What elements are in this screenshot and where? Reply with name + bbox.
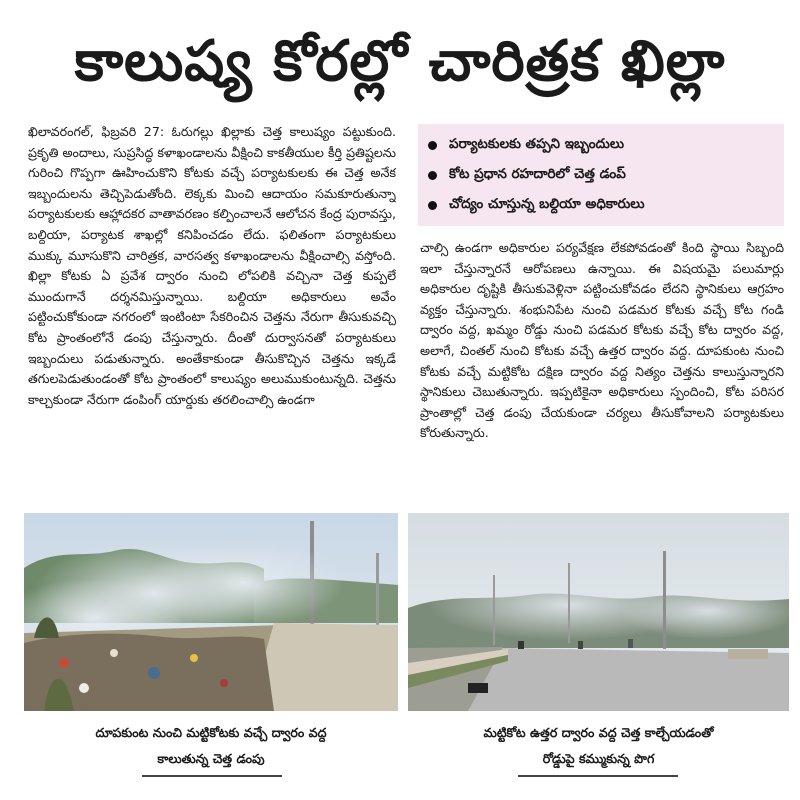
- highlight-item: [428, 190, 774, 220]
- article-text-left: ఖిలావరంగల్, ఫిబ్రవరి 27: ఓరుగల్లు ఖిల్లాకు చెత్త కాలుష్యం పట్టుకుంది. ప్రకృతి అందాలు, సుప్రసిద్ధ కళాఖండాలను వీక్షించి కాకతీయుల కీర్తి ప్రతిష్టలను గురించి గొప్పగా ఊహించుకొని కోటకు వచ్చే పర్యాటకులకు ఈ చెత్త అనేక ఇబ్బందులను తెచ్చిపెడుతోంది. లెక్కకు మించి ఆదాయం సమకూరుతున్నా పర్యాటకులకు ఆహ్లాదకర వాతావరణం కల్పించాలనే ఆలోచన కేంద్ర పురావస్తు, బల్దియా, పర్యాటక శాఖల్లో కనిపించడం లేదు. ఫలితంగా పర్యాటకులు ముక్కు మూసుకొని చారిత్రక, వారసత్వ కళాఖండాలను వీక్షించాల్సి వస్తోంది. ఖిల్లా కోటకు ఏ ప్రవేశ ద్వారం నుంచి లోపలికి వచ్చినా చెత్త కుప్పలే ముందుగానే దర్శనమిస్తున్నాయి. బల్దియా అధికారులు అవేం పట్టించుకోకుండా నగరంలో ఇంటింటా సేకరించిన చెత్తను నేరుగా తీసుకువచ్చి కోట ప్రాంతంలోనే డంపు చేస్తున్నారు. దీంతో దుర్వాసనతో పర్యాటకులు ఇబ్బందులు పడుతున్నారు. అంతేకాకుండా తీసుకొచ్చిన చెత్తను ఇక్కడే తగులపెడుతుండంతో కోట ప్రాంతంలో కాలుష్యం అలుముకుంటున్నది. చెత్తను కాల్చకుండా నేరుగా డంపింగ్ యార్డుకు తరలించాల్సి ఉండగా: [28, 124, 396, 407]
- bullet-icon: [428, 141, 437, 150]
- caption-line: రోడ్డుపై కమ్ముకున్న పొగ: [542, 751, 655, 766]
- photo-caption-right: [408, 720, 789, 772]
- headline: కాలుష్య కోరల్లో చారిత్రక ఖిల్లా: [74, 29, 726, 94]
- article-column-right: [420, 238, 784, 496]
- highlights-box: [418, 124, 784, 226]
- caption-line: దూపకుంట నుంచి మట్టికోటకు వచ్చే ద్వారం వద్ద: [95, 725, 327, 740]
- burning-garbage-photo: [24, 513, 398, 711]
- highlight-text: పర్యాటకులకు తప్పని ఇబ్బందులు: [449, 135, 625, 152]
- article-column-left: [28, 122, 396, 496]
- smoke-over-road-photo: [408, 513, 789, 711]
- bullet-icon: [428, 201, 437, 210]
- caption-underline: [518, 775, 678, 777]
- photo-caption-left: [24, 720, 398, 772]
- smoke-road-illustration: [408, 513, 789, 711]
- highlight-text: చోద్యం చూస్తున్న బల్దియా అధికారులు: [449, 195, 645, 212]
- bullet-icon: [428, 171, 437, 180]
- caption-line: మట్టికోట ఉత్తర ద్వారం వద్ద చెత్త కాల్చేయడంతో: [483, 725, 714, 740]
- highlight-item: [428, 130, 774, 160]
- caption-line: కాలుతున్న చెత్త డంపు: [157, 751, 265, 766]
- caption-underline: [142, 775, 282, 777]
- burning-garbage-illustration: [24, 513, 398, 711]
- highlight-text: కోట ప్రధాన రహదారిలో చెత్త డంప్: [449, 165, 626, 182]
- article-text-right: చాల్సి ఉండగా అధికారుల పర్యవేక్షణ లేకపోవడంతో కింది స్థాయి సిబ్బంది ఇలా చేస్తున్నారనే ఆరోపణలు ఉన్నాయి. ఈ విషయమై పలుమార్లు అధికారుల దృష్టికి తీసుకువెళ్లినా పట్టించుకోవడం లేదని స్థానికులు ఆగ్రహం వ్యక్తం చేస్తున్నారు. శంభునిపేట నుంచి పడమర కోటకు వచ్చే కోట గండి ద్వారం వద్ద, ఖమ్మం రోడ్డు నుంచి పడమర కోటకు వచ్చే కోట ద్వారం వద్ద, అలాగే, చింతల్ నుంచి కోటకు వచ్చే ఉత్తర ద్వారం వద్ద. దూపకుంట నుంచి కోటకు వచ్చే మట్టికోట దక్షిణ ద్వారం వద్ద నిత్యం చెత్తను కాలుస్తున్నారని స్థానికులు చెబుతున్నారు. ఇప్పటికైనా అధికారులు స్పందించి, కోట పరిసర ప్రాంతాల్లో చెత్త డంపు చేయకుండా చర్యలు తీసుకోవాలని పర్యాటకులు కోరుతున్నారు.: [420, 240, 784, 441]
- highlight-item: [428, 160, 774, 190]
